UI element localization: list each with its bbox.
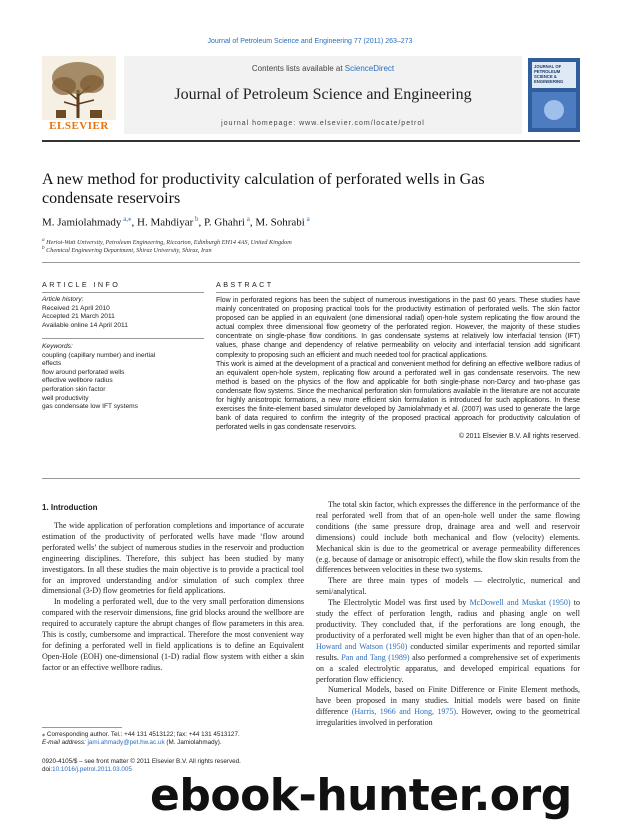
watermark-text: ebook-hunter.org <box>150 770 572 821</box>
cover-line: PETROLEUM <box>534 69 561 74</box>
email-link[interactable]: jami.ahmady@pet.hw.ac.uk <box>87 739 165 747</box>
publisher-name: ELSEVIER <box>49 120 109 132</box>
author-separator: , <box>198 216 205 229</box>
section-heading-introduction: 1. Introduction <box>42 503 98 512</box>
history-rule <box>42 338 204 339</box>
body-paragraph: There are three main types of models — electrolytic, numerical and semi/analytical. <box>316 576 580 597</box>
author-affiliation-mark[interactable]: a,⁎ <box>121 215 132 223</box>
journal-reference[interactable]: Journal of Petroleum Science and Engineering 77 (2011) 263–273 <box>207 38 413 45</box>
author-name[interactable]: M. Sohrabi <box>255 216 305 229</box>
affiliation <box>42 245 582 254</box>
history-entry: Received 21 April 2010 <box>42 304 110 312</box>
intro-left-column <box>42 521 304 674</box>
keyword: flow around perforated wells <box>42 368 125 376</box>
history-entry: Available online 14 April 2011 <box>42 321 128 329</box>
citation-link[interactable]: McDowell and Muskat (1950) <box>469 598 571 608</box>
article-history <box>42 296 202 330</box>
text-run: also performed a comprehensive set of experiments on a scaled electrolytic apparatus, and developed empirical equations for perforation flow efficiency. <box>316 652 580 684</box>
keyword: gas condensate low IFT systems <box>42 403 138 411</box>
citation-link[interactable]: Pan and Tang (1989) <box>341 652 410 662</box>
body-paragraph: In modeling a perforated well, due to the very small perforation dimensions compared with the reservoir dimensions, fine grid blocks around the wellbore are required to accurately capture the abrupt changes of flow parameters in this area. This is costly, cumbersome and impractical. Therefore the most convenient way for defining a perforated well in field applications is to define an Equivalent Open-Hole (EOH) one-dimensional (1-D) radial flow system with either a skin factor or an effective wellbore radius. <box>42 597 304 672</box>
affiliation-text: Heriot-Watt University, Petroleum Engineering, Riccarton, Edinburgh EH14 4AS, United Kingdom <box>46 239 292 247</box>
affiliation-rule <box>42 262 580 263</box>
cover-line: JOURNAL OF <box>534 64 562 69</box>
affiliation-mark: b <box>42 245 45 251</box>
masthead <box>42 56 582 136</box>
article-info-heading: ARTICLE INFO <box>42 280 121 289</box>
author-separator: , <box>131 216 138 229</box>
text-run: conducted similar experiments and reported similar results. <box>316 641 580 662</box>
footnote-rule <box>42 727 122 728</box>
article-title <box>42 170 562 208</box>
doi-label: doi: <box>42 766 53 774</box>
keyword: perforation skin factor <box>42 385 106 393</box>
keyword: effective wellbore radius <box>42 377 113 385</box>
abstract-paragraph: This work is aimed at the development of a practical and convenient method for defining an effective wellbore radius of an equivalent open-hole system, replicating flow around a perforated well in gas condensate reservoirs. The new method is based on the physics of the flow and applicable for both single-phase non-Darcy and two-phase gas condensate flow systems. Since the mechanical perforation skin formulations available in the literature are not accurate for highly anisotropic formations, a new more efficient skin formulation is introduced for such applications. In these exercises the finite-element based simulator developed by Jamiolahmady et al. (2007) was used to generate the large bank of data required to confirm the integrity of the proposed practical approach for productivity calculation of perforated wells in gas condensate reservoirs. <box>216 360 580 432</box>
author-affiliation-mark[interactable]: b <box>193 215 199 223</box>
article-title-line: A new method for productivity calculation of perforated wells in Gas <box>42 171 485 188</box>
cover-title <box>534 64 576 84</box>
intro-right-column <box>316 500 580 729</box>
text-run: Numerical Models, based on Finite Difference or Finite Element methods, have been proposed in many studies. Initial models were based on finite difference <box>316 685 580 717</box>
doi-link[interactable]: 10.1016/j.petrol.2011.03.005 <box>52 766 132 774</box>
abstract-paragraph: Flow in perforated regions has been the subject of numerous investigations in the past 60 years. These studies have mainly concentrated on proposing practical tools for the productivity estimation of perforated wells. The skin factor proposed can be applied in an equivalent (one dimensional radial) open-hole system replicating the flow around the actual complex three dimensional flow geometry of the perforated region. However, the majority of these studies concentrate on single-phase flow conditions. In gas condensate systems at relatively low interfacial tension (IFT) values, phase change and dependency of relative permeability on velocity and interfacial tension add significant complexity to proposing such an efficient and much needed tool for practical applications. <box>216 297 580 359</box>
info-rule <box>42 292 204 293</box>
email-label: E-mail address: <box>42 739 88 747</box>
footnote-email-line <box>42 739 312 747</box>
issn-line: 0920-4105/$ – see front matter © 2011 Elsevier B.V. All rights reserved. <box>42 758 241 765</box>
keywords-label: Keywords: <box>42 343 73 350</box>
keywords <box>42 343 202 412</box>
journal-homepage[interactable]: journal homepage: www.elsevier.com/locate/petrol <box>221 120 425 127</box>
body-paragraph <box>316 598 580 685</box>
contents-line <box>124 64 522 73</box>
keyword: effects <box>42 360 62 368</box>
elsevier-logo[interactable] <box>42 56 116 134</box>
header-rule <box>42 140 580 142</box>
abstract-copyright: © 2011 Elsevier B.V. All rights reserved. <box>458 433 580 441</box>
body-paragraph: The total skin factor, which expresses the difference in the performance of the real perforated well from that of an open-hole well under the same flowing conditions (the same pressure drop, drainage area and well and reservoir dimensions) could include both mechanical and flow (velocity) elements. Mechanical skin is due to the geometrical or average permeability differences (e.g. because of damage or anisotropic effect), while the flow skin results from the differences between velocities in these two systems. <box>316 500 580 575</box>
keyword: coupling (capillary number) and inertial <box>42 351 156 359</box>
abstract-rule <box>216 292 580 293</box>
history-entry: Accepted 21 March 2011 <box>42 313 115 321</box>
abstract-heading: ABSTRACT <box>216 280 274 289</box>
body-paragraph <box>316 685 580 729</box>
cover-line: SCIENCE & <box>534 74 557 79</box>
affiliation-mark: a <box>42 237 45 243</box>
author-name[interactable]: P. Ghahri <box>204 216 245 229</box>
sciencedirect-link[interactable]: ScienceDirect <box>344 64 395 73</box>
author-affiliation-mark[interactable]: a <box>244 215 250 223</box>
author-list <box>42 215 582 229</box>
abstract-body <box>216 296 580 442</box>
abstract-end-rule <box>42 478 580 479</box>
corresponding-author-footnote <box>42 731 312 747</box>
history-label: Article history: <box>42 296 84 303</box>
citation-link[interactable]: (Harris, 1966 and Hong, 1975) <box>351 707 457 717</box>
author-name[interactable]: M. Jamiolahmady <box>42 216 122 229</box>
citation-link[interactable]: Howard and Watson (1950) <box>316 641 408 651</box>
text-run: . However, owing to the geometrical irregularities involved in perforation <box>316 707 580 728</box>
cover-line: ENGINEERING <box>534 79 564 84</box>
footnote-contact: ⁎ Corresponding author. Tel.: +44 131 4513122; fax: +44 131 4513127. <box>42 731 240 738</box>
article-title-line: condensate reservoirs <box>42 190 181 207</box>
masthead-banner <box>124 56 522 134</box>
affiliation-text: Chemical Engineering Department, Shiraz University, Shiraz, Iran <box>46 247 212 255</box>
body-paragraph: The wide application of perforation completions and importance of accurate estimation of the productivity of perforated wells have made ‘flow around perforated wells’ the subject of numerous studies in the reservoir and production engineering disciplines. Therefore, this subject has been studied by many investigators. In all these studies the main objective is to provide a practical tool for an improved understanding and/or simulation of such complex three dimensional (3-D) flow geometries for field applications. <box>42 521 304 596</box>
text-run: to study the effect of perforation length, radius and phasing angle on well productivity. They concluded that, if the perforations are long enough, the productivity of a perforated well might be even higher than that of an open-hole. <box>316 598 580 640</box>
keyword: well productivity <box>42 394 89 402</box>
journal-cover[interactable] <box>528 58 580 132</box>
email-owner: (M. Jamiolahmady). <box>164 739 222 747</box>
author-affiliation-mark[interactable]: a <box>304 215 310 223</box>
journal-title: Journal of Petroleum Science and Engineering <box>174 86 472 103</box>
author-name[interactable]: H. Mahdiyar <box>137 216 194 229</box>
contents-prefix: Contents lists available at <box>251 64 345 73</box>
author-separator: , <box>249 216 256 229</box>
text-run: The Electrolytic Model was first used by <box>328 598 470 608</box>
